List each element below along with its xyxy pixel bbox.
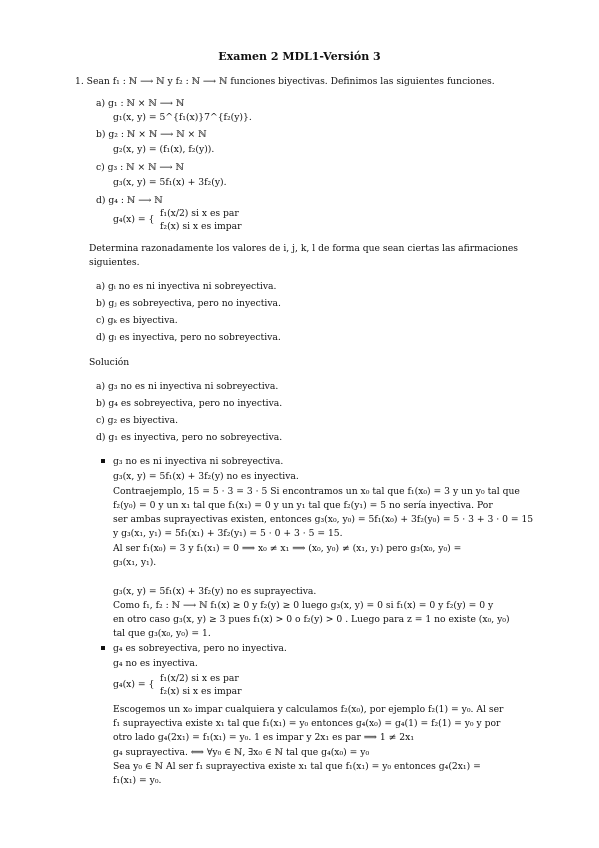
text-line: Determina razonadamente los valores de i, j, k, l de forma que sean ciertas las afirmaciones (89, 243, 519, 254)
text-line: b) g₂ : ℕ × ℕ ⟶ ℕ × ℕ (96, 129, 207, 140)
text-line: y g₃(x₁, y₁) = 5f₁(x₁) + 3f₂(y₁) = 5 · 0 + 3 · 5 = 15. (113, 528, 343, 539)
text-line: d) g₄ : ℕ ⟶ ℕ (96, 195, 163, 206)
text-line: c) g₃ : ℕ × ℕ ⟶ ℕ (96, 162, 184, 173)
text-line: f₂(y₀) = 0 y un x₁ tal que f₁(x₁) = 0 y un y₁ tal que f₂(y₁) = 5 no sería inyectiva. Por (113, 500, 493, 511)
text-line: g₄ no es inyectiva. (113, 658, 198, 669)
bullet (101, 459, 105, 463)
text-line: f₁ suprayectiva existe x₁ tal que f₁(x₁) = y₀ entonces g₄(x₀) = g₄(1) = f₂(1) = y₀ y por (113, 718, 501, 729)
text-line: g₃(x, y) = 5f₁(x) + 3f₂(y). (113, 177, 227, 188)
text-line: Escogemos un x₀ impar cualquiera y calculamos f₂(x₀), por ejemplo f₂(1) = y₀. Al ser (113, 704, 504, 715)
text-line: d) gₗ es inyectiva, pero no sobreyectiva. (96, 332, 281, 343)
text-line: g₃(x₁, y₁). (113, 557, 157, 568)
text-line: a) g₃ no es ni inyectiva ni sobreyectiva. (96, 381, 279, 392)
text-line: a) g₁ : ℕ × ℕ ⟶ ℕ (96, 98, 185, 109)
text-line: siguientes. (89, 257, 140, 268)
text-line: Sea y₀ ∈ ℕ Al ser f₁ suprayectiva existe x₁ tal que f₁(x₁) = y₀ entonces g₄(2x₁) = (113, 761, 481, 772)
text-line: g₂(x, y) = (f₁(x), f₂(y)). (113, 144, 215, 155)
text-line: otro lado g₄(2x₁) = f₁(x₁) = y₀. 1 es impar y 2x₁ es par ⟹ 1 ≠ 2x₁ (113, 732, 414, 743)
text-line: f₂(x) si x es impar (160, 221, 242, 232)
page-title: Examen 2 MDL1-Versión 3 (218, 50, 381, 63)
text-line: g₄ es sobreyectiva, pero no inyectiva. (113, 643, 287, 654)
text-line: g₁(x, y) = 5^{f₁(x)}7^{f₂(y)}. (113, 112, 252, 123)
text-line: d) g₁ es inyectiva, pero no sobreyectiva. (96, 432, 283, 443)
text-line: 1. Sean f₁ : ℕ ⟶ ℕ y f₂ : ℕ ⟶ ℕ funciones biyectivas. Definimos las siguientes funciones. (75, 76, 495, 87)
text-line: a) gᵢ no es ni inyectiva ni sobreyectiva. (96, 281, 277, 292)
text-line: g₃(x, y) = 5f₁(x) + 3f₂(y) no es inyectiva. (113, 471, 299, 482)
text-line: g₄ suprayectiva. ⟺ ∀y₀ ∈ ℕ, ∃x₀ ∈ ℕ tal que g₄(x₀) = y₀ (113, 747, 370, 758)
text-line: g₃(x, y) = 5f₁(x) + 3f₂(y) no es suprayectiva. (113, 586, 317, 597)
text-line: b) g₄ es sobreyectiva, pero no inyectiva. (96, 398, 283, 409)
text-line: Contraejemplo, 15 = 5 · 3 = 3 · 5 Si encontramos un x₀ tal que f₁(x₀) = 3 y un y₀ tal que (113, 486, 520, 497)
text-line: Como f₁, f₂ : ℕ ⟶ ℕ f₁(x) ≥ 0 y f₂(y) ≥ 0 luego g₃(x, y) = 0 si f₁(x) = 0 y f₂(y) = 0 y (113, 600, 494, 611)
text-line: f₁(x/2) si x es par (160, 673, 239, 684)
text-line: Al ser f₁(x₀) = 3 y f₁(x₁) = 0 ⟹ x₀ ≠ x₁ ⟹ (x₀, y₀) ≠ (x₁, y₁) pero g₃(x₀, y₀) = (113, 543, 462, 554)
text-line: Solución (89, 357, 130, 368)
text-line: f₂(x) si x es impar (160, 686, 242, 697)
text-line: g₃ no es ni inyectiva ni sobreyectiva. (113, 456, 284, 467)
text-line: f₁(x₁) = y₀. (113, 775, 162, 786)
bullet (101, 646, 105, 650)
text-line: g₄(x) = { (113, 214, 155, 225)
text-line: en otro caso g₃(x, y) ≥ 3 pues f₁(x) > 0 o f₂(y) > 0 . Luego para z = 1 no existe (x₀, y₀) (113, 614, 510, 625)
text-line: tal que g₃(x₀, y₀) = 1. (113, 628, 211, 639)
text-line: g₄(x) = { (113, 679, 155, 690)
text-line: b) gⱼ es sobreyectiva, pero no inyectiva. (96, 298, 281, 309)
text-line: c) g₂ es biyectiva. (96, 415, 179, 426)
text-line: c) gₖ es biyectiva. (96, 315, 178, 326)
text-line: f₁(x/2) si x es par (160, 208, 239, 219)
text-line: ser ambas suprayectivas existen, entonces g₃(x₀, y₀) = 5f₁(x₀) + 3f₂(y₀) = 5 · 3 + 3 · 0 = 15 (113, 514, 534, 525)
